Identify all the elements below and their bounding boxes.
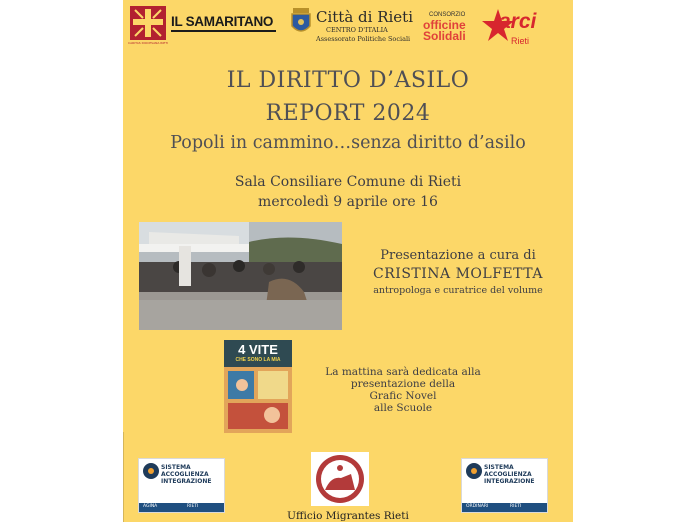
sai-bar: ORDINARI RIETI	[462, 503, 547, 512]
note-line-4: alle Scuole	[373, 402, 433, 414]
migrants-photo	[139, 222, 342, 330]
coat-of-arms-icon	[290, 8, 312, 36]
samaritano-logo: IL SAMARITANO	[171, 14, 276, 36]
migrantes-logo	[311, 452, 369, 506]
footer-text: Ufficio Migrantes Rieti	[287, 510, 409, 522]
event-poster	[123, 0, 573, 522]
note-line-1: La mattina sarà dedicata alla	[325, 366, 481, 378]
sai-circle-icon	[465, 462, 483, 480]
divider-line	[123, 432, 124, 522]
sai-bar: AGINA RIETI	[139, 503, 224, 512]
arci-rieti-logo: arci Rieti	[481, 6, 545, 48]
sai-circle-icon	[142, 462, 160, 480]
note-line-3: Grafic Novel	[369, 390, 437, 402]
sai-logo-left: SISTEMA ACCOGLIENZA INTEGRAZIONE AGINA RIETI	[138, 458, 225, 513]
presentation-heading: Presentazione a cura di	[380, 248, 536, 263]
note-line-2: presentazione della	[350, 378, 456, 390]
event-date: mercoledì 9 aprile ore 16	[258, 194, 438, 210]
presenter-name: CRISTINA MOLFETTA	[373, 266, 543, 282]
venue-place: Sala Consiliare Comune di Rieti	[234, 174, 462, 190]
book-cover: 4 VITE CHE SONO LA MIA	[224, 340, 292, 433]
report-title: REPORT 2024	[265, 101, 431, 126]
caritas-logo: CARITAS DIOCESANA RIETI	[127, 6, 169, 46]
citta-di-rieti-logo: Città di Rieti CENTRO D'ITALIA Assessorato Politiche Sociali	[290, 6, 420, 46]
consorzio-officine-solidali-logo: CONSORZIO officine Solidali	[423, 12, 466, 43]
sai-logo-right: SISTEMA ACCOGLIENZA INTEGRAZIONE ORDINARI RIETI	[461, 458, 548, 513]
main-title: IL DIRITTO D’ASILO	[226, 68, 470, 93]
subtitle: Popoli in cammino…senza diritto d’asilo	[170, 133, 526, 153]
presenter-role: antropologa e curatrice del volume	[373, 285, 543, 296]
